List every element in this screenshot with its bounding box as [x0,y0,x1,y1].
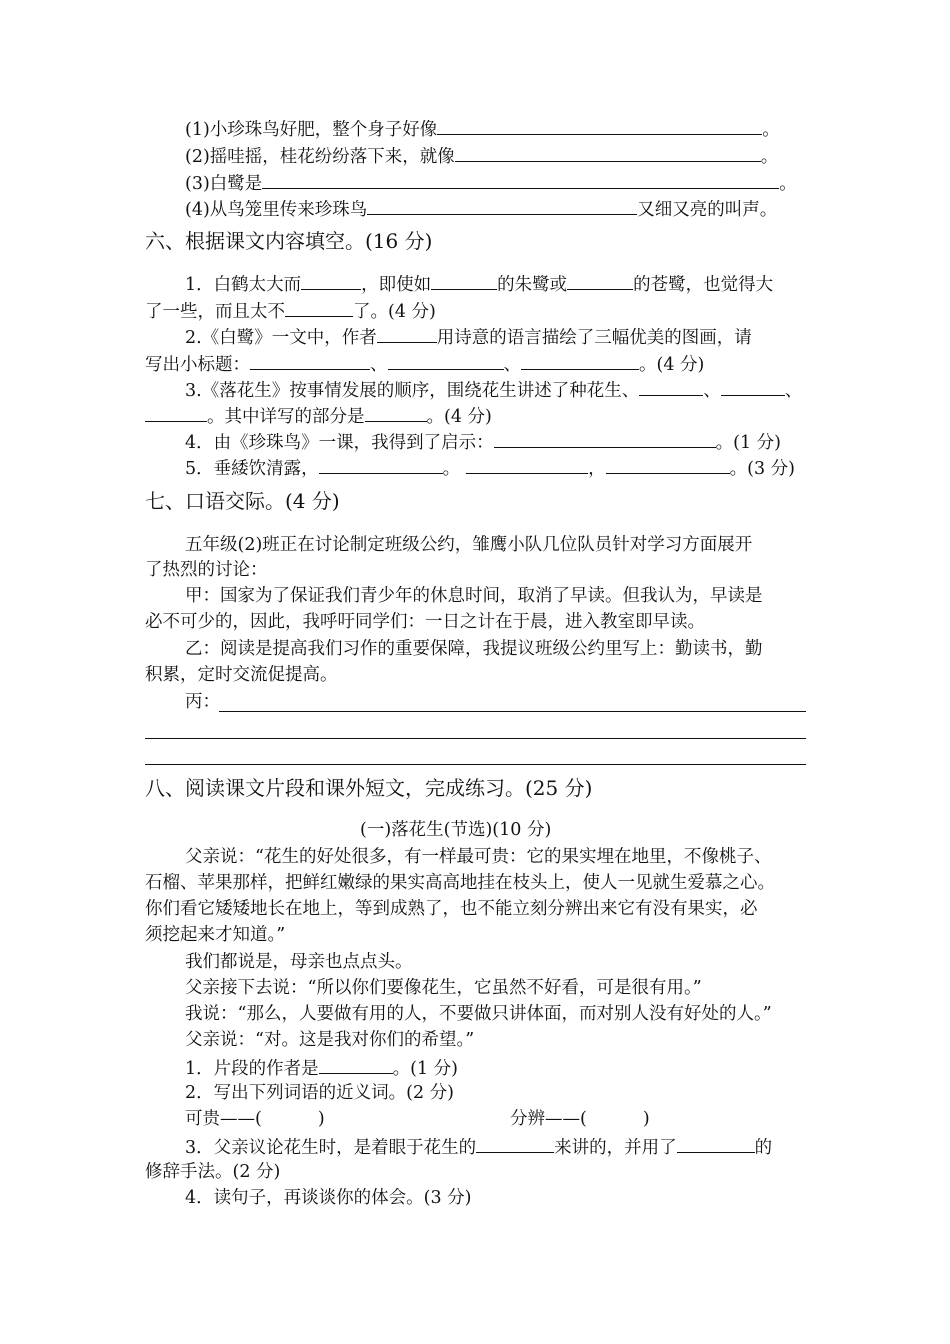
answer-blank[interactable] [367,196,637,215]
answer-blank[interactable] [319,1055,393,1074]
answer-blank[interactable] [567,271,633,290]
section-8-title: 八、阅读课文片段和课外短文，完成练习。(25 分) [145,776,593,800]
s7-p1-l1: 五年级(2)班正在讨论制定班级公约，雏鹰小队几位队员针对学习方面展开 [185,535,753,555]
s6-q2-line2: 写出小标题： 、 、 。(4 分) [145,351,704,377]
s7-p3-l2: 积累，定时交流促提高。 [145,665,338,685]
answer-blank[interactable] [319,455,443,474]
answer-line[interactable] [145,764,806,765]
answer-blank[interactable] [521,351,639,370]
s7-p2-l1: 甲：国家为了保证我们青少年的休息时间，取消了早读。但我认为，早读是 [185,586,763,606]
s8-text-5: 父亲说：“对。这是我对你们的希望。” [185,1030,475,1050]
s8-q4: 4．读句子，再谈谈你的体会。(3 分) [185,1188,472,1208]
s8-text-3: 父亲接下去说：“所以你们要像花生，它虽然不好看，可是很有用。” [185,978,702,998]
answer-blank[interactable] [250,351,370,370]
s6-q1-line1: 1．白鹤太大而 ，即使如 的朱鹭或 的苍鹭，也觉得大 [185,271,773,297]
s8-text-1-l1: 父亲说：“花生的好处很多，有一样最可贵：它的果实埋在地里，不像桃子、 [185,847,772,867]
answer-blank[interactable] [476,1134,554,1153]
s8-text-1-l3: 你们看它矮矮地长在地上，等到成熟了，也不能立刻分辨出来它有没有果实，必 [145,899,758,919]
s7-p1-l2: 了热烈的讨论： [145,560,268,580]
answer-blank[interactable] [301,271,361,290]
s6-q2-line1: 2.《白鹭》一文中，作者 用诗意的语言描绘了三幅优美的图画，请 [185,324,752,350]
answer-blank[interactable] [639,377,703,396]
section-7-title: 七、口语交际。(4 分) [145,489,340,513]
answer-blank[interactable] [388,351,504,370]
s8-text-1-l4: 须挖起来才知道。” [145,925,286,945]
answer-blank[interactable] [494,429,716,448]
answer-blank[interactable] [285,298,353,317]
s8-q3-line1: 3．父亲议论花生时，是着眼于花生的 来讲的，并用了 的 [185,1134,772,1160]
answer-line[interactable] [219,711,806,712]
answer-blank[interactable] [466,455,588,474]
s6-q5: 5．垂緌饮清露， 。 ， 。(3 分) [185,455,795,481]
s6-q1-line2: 了一些，而且太不 了。(4 分) [145,298,436,324]
s5-q1: (1)小珍珠鸟好肥，整个身子好像 。 [185,116,780,142]
s5-q3: (3)白鹭是 。 [185,170,797,196]
answer-blank[interactable] [437,116,762,135]
answer-blank[interactable] [431,271,497,290]
s6-q4: 4．由《珍珠鸟》一课，我得到了启示： 。(1 分) [185,429,781,455]
section-6-title: 六、根据课文内容填空。(16 分) [145,229,433,253]
s7-p2-l2: 必不可少的，因此，我呼吁同学们：一日之计在于晨，进入教室即早读。 [145,612,705,632]
answer-blank[interactable] [677,1134,755,1153]
answer-blank[interactable] [365,403,427,422]
s8-q2: 2．写出下列词语的近义词。(2 分) [185,1083,454,1103]
answer-blank[interactable] [145,403,207,422]
s8-text-4: 我说：“那么，人要做有用的人，不要做只讲体面，而对别人没有好处的人。” [185,1004,772,1024]
s8-subtitle: (一)落花生(节选)(10 分) [360,820,552,840]
s6-q3-line2: 。其中详写的部分是 。(4 分) [145,403,492,429]
s8-q2-word-1: 可贵——( ) [185,1109,325,1129]
s8-q1: 1．片段的作者是 。(1 分) [185,1055,458,1081]
answer-blank[interactable] [377,324,437,343]
answer-blank[interactable] [455,143,761,162]
s7-p3-l1: 乙：阅读是提高我们习作的重要保障，我提议班级公约里写上：勤读书，勤 [185,639,763,659]
answer-blank[interactable] [262,170,779,189]
answer-line[interactable] [145,738,806,739]
s8-q3-line2: 修辞手法。(2 分) [145,1162,281,1182]
s8-text-1-l2: 石榴、苹果那样，把鲜红嫩绿的果实高高地挂在枝头上，使人一见就生爱慕之心。 [145,873,775,893]
s6-q3-line1: 3.《落花生》按事情发展的顺序，围绕花生讲述了种花生、 、 、 [185,377,802,403]
answer-blank[interactable] [606,455,730,474]
s8-text-2: 我们都说是，母亲也点点头。 [185,952,413,972]
s8-q2-word-2: 分辨——( ) [510,1109,650,1129]
answer-blank[interactable] [721,377,785,396]
s7-p4-label: 丙： [185,692,220,712]
s5-q2: (2)摇哇摇，桂花纷纷落下来，就像 。 [185,143,778,169]
s5-q4: (4)从鸟笼里传来珍珠鸟 又细又亮的叫声。 [185,196,777,222]
